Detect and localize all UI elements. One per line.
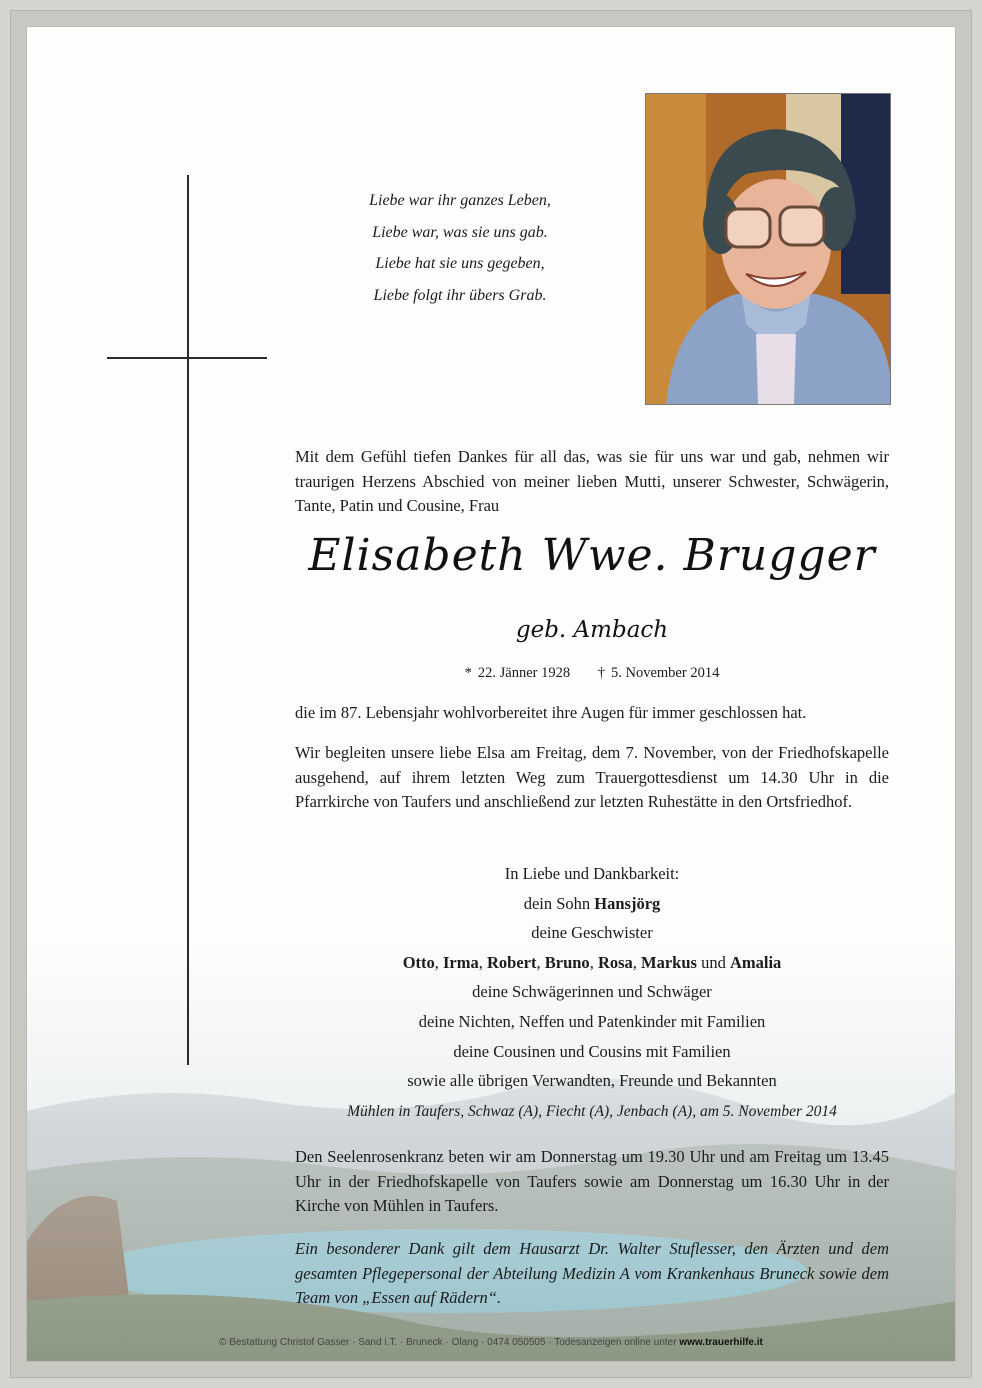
death-date-value: 5. November 2014 — [611, 665, 720, 681]
siblings-line: Otto, Irma, Robert, Bruno, Rosa, Markus und Amalia — [402, 952, 782, 972]
siblings-label: deine Geschwister — [531, 923, 653, 943]
portrait-photo — [645, 93, 891, 405]
son-prefix: dein Sohn — [523, 893, 591, 913]
maiden-name: geb. Ambach — [515, 617, 669, 643]
sibling-name: Robert — [487, 952, 537, 972]
death-date — [598, 665, 720, 681]
son-name: Hansjörg — [594, 893, 661, 913]
sibling-name: Irma — [443, 952, 479, 972]
sibling-name: Rosa — [597, 952, 633, 972]
age-text: die im 87. Lebensjahr wohlvorbereitet ihre Augen für immer geschlossen hat. — [295, 703, 807, 722]
mourners-heading: In Liebe und Dankbarkeit: — [504, 864, 680, 883]
birth-symbol: * — [464, 665, 472, 681]
place-date: Mühlen in Taufers, Schwaz (A), Fiecht (A), Jenbach (A), am 5. November 2014 — [347, 1103, 837, 1120]
sibling-name: Otto — [402, 952, 435, 972]
son-line — [295, 889, 889, 919]
sibling-name: Markus — [641, 952, 697, 972]
poem-line: Liebe war, was sie uns gab. — [372, 223, 548, 241]
poem-line: Liebe folgt ihr übers Grab. — [373, 286, 547, 304]
sibling-name: Bruno — [544, 952, 590, 972]
death-symbol: † — [597, 665, 605, 681]
footer-url[interactable]: www.trauerhilfe.it — [679, 1337, 763, 1348]
obituary-card — [26, 26, 956, 1362]
nieces-line: deine Nichten, Neffen und Patenkinder mit Familien — [418, 1011, 766, 1031]
rosary-text: Den Seelenrosenkranz beten wir am Donnerstag um 19.30 Uhr und am Freitag um 13.45 Uhr in der Friedhofskapelle von Taufers sowie am Donnerstag um 16.30 Uhr in der Kirche von Mühlen in Taufers. — [295, 1147, 889, 1215]
poem-line: Liebe war ihr ganzes Leben, — [369, 192, 551, 209]
life-dates — [295, 665, 889, 682]
birth-date — [465, 665, 570, 681]
birth-date-value: 22. Jänner 1928 — [477, 665, 571, 681]
mourners-list — [295, 859, 889, 1096]
funeral-text: Wir begleiten unsere liebe Elsa am Freitag, dem 7. November, von der Friedhofskapelle ausgehend, auf ihrem letzten Weg zum Trauergottesdienst um 14.30 Uhr in die Pfarrkirche von Taufers und anschließend zur letzten Ruhestätte in den Ortsfriedhof. — [295, 743, 889, 811]
cousins-line: deine Cousinen und Cousins mit Familien — [453, 1041, 731, 1061]
poem — [295, 185, 625, 311]
siblings-and: und — [701, 952, 726, 972]
in-laws-line: deine Schwägerinnen und Schwäger — [472, 982, 712, 1002]
footer-text: © Bestattung Christof Gasser · Sand i.T. · Bruneck · Olang · 0474 050505 · Todesanzeigen online unter — [219, 1337, 677, 1348]
cross-vertical — [187, 175, 189, 1065]
poem-line: Liebe hat sie uns gegeben, — [375, 255, 545, 272]
deceased-name: Elisabeth Wwe. Brugger — [308, 530, 876, 581]
cross-horizontal — [107, 357, 267, 359]
thanks-text: Ein besonderer Dank gilt dem Hausarzt Dr. Walter Stuflesser, den Ärzten und dem gesamten Pflegepersonal der Abteilung Medizin A vom Krankenhaus Bruneck sowie dem Team von „Essen auf Rädern“. — [295, 1239, 889, 1307]
others-line: sowie alle übrigen Verwandten, Freunde und Bekannten — [407, 1071, 777, 1091]
intro-text: Mit dem Gefühl tiefen Dankes für all das, was sie für uns war und gab, nehmen wir traurigen Herzens Abschied von meiner lieben Mutti, unserer Schwester, Schwägerin, Tante, Patin und Cousine, Frau — [295, 447, 889, 515]
footer — [27, 1337, 955, 1348]
sibling-name: Amalia — [729, 952, 782, 972]
